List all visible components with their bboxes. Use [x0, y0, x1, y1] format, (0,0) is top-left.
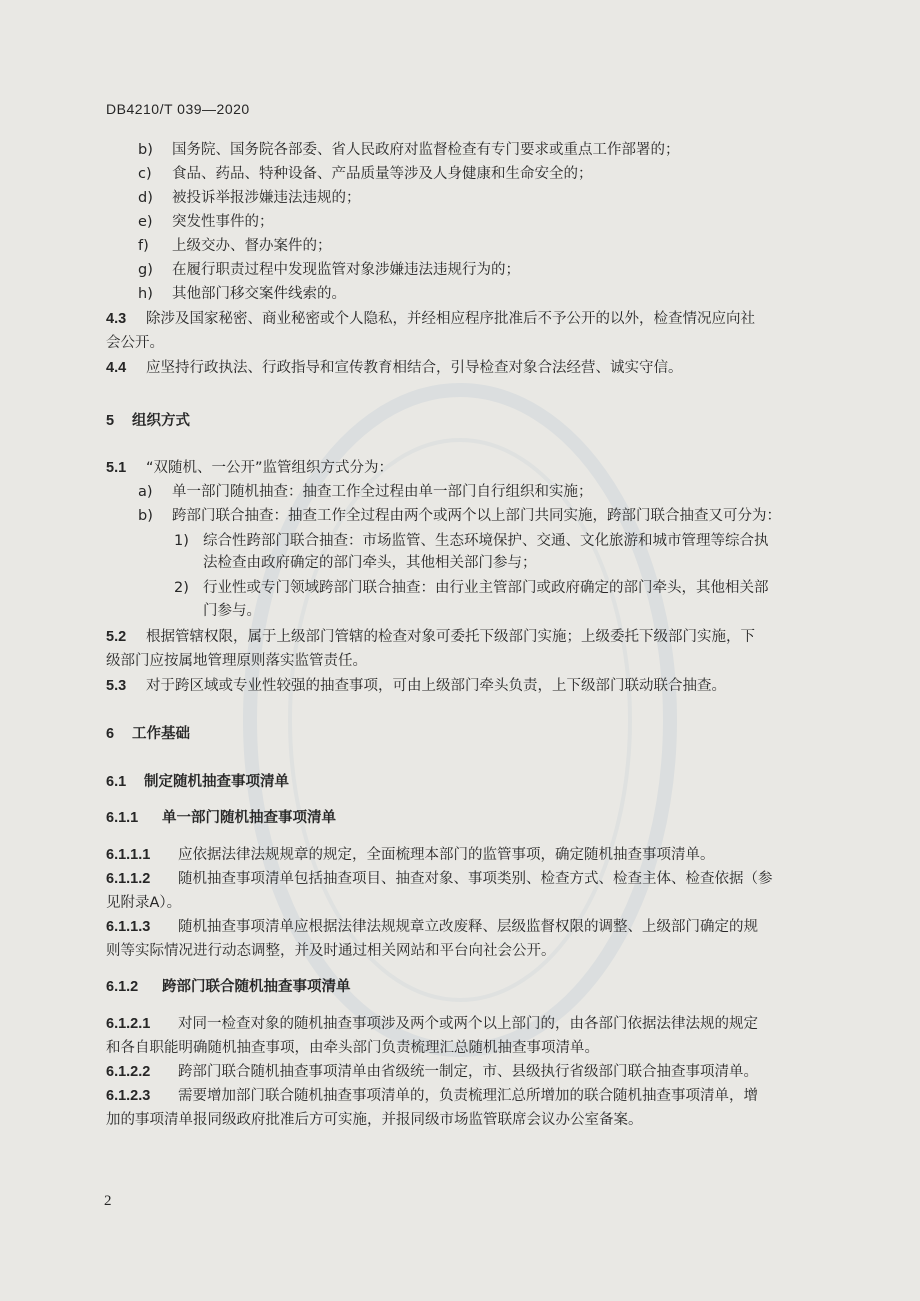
list-item — [138, 140, 680, 160]
clause-text-continued: 则等实际情况进行动态调整，并及时通过相关网站和平台向社会公开。 — [106, 943, 556, 959]
list-text: 被投诉举报涉嫌违法违规的； — [172, 190, 361, 206]
clause-5-3 — [106, 676, 726, 696]
clause-text: 随机抽查事项清单应根据法律法规规章立改废释、层级监督权限的调整、上级部门确定的规 — [178, 919, 758, 935]
list-item — [138, 188, 361, 208]
list-marker: e) — [138, 214, 153, 230]
clause-4-4 — [106, 358, 683, 378]
sub-list-text-continued: 门参与。 — [203, 603, 261, 619]
clause-text: 根据管辖权限，属于上级部门管辖的检查对象可委托下级部门实施；上级委托下级部门实施，下 — [146, 629, 755, 645]
document-code: DB4210/T 039—2020 — [106, 101, 250, 117]
sub-list-text: 行业性或专门领域跨部门联合抽查：由行业主管部门或政府确定的部门牵头，其他相关部 — [203, 580, 769, 596]
list-marker: h) — [138, 286, 153, 302]
list-marker: g) — [138, 262, 153, 278]
clause-number: 6.1.1 — [106, 810, 139, 826]
list-text: 上级交办、督办案件的； — [172, 238, 332, 254]
section-title: 工作基础 — [132, 726, 190, 742]
clause-number: 6.1.2 — [106, 979, 139, 995]
sub-list-item — [174, 531, 769, 551]
clause-text: 随机抽查事项清单包括抽查项目、抽查对象、事项类别、检查方式、检查主体、检查依据（参 — [178, 871, 773, 887]
list-item — [138, 482, 593, 502]
sub-list-text-continued: 法检查由政府确定的部门牵头，其他相关部门参与； — [203, 555, 537, 571]
clause-number: 6.1.1.3 — [106, 919, 151, 935]
list-marker: d) — [138, 190, 153, 206]
clause-text: 跨部门联合随机抽查事项清单由省级统一制定，市、县级执行省级部门联合抽查事项清单。 — [178, 1064, 758, 1080]
clause-text: 除涉及国家秘密、商业秘密或个人隐私，并经相应程序批准后不予公开的以外，检查情况应向社 — [146, 311, 755, 327]
clause-4-3 — [106, 309, 755, 329]
subsection-title: 单一部门随机抽查事项清单 — [162, 810, 336, 826]
clause-number: 4.3 — [106, 311, 127, 327]
section-number: 5 — [106, 413, 115, 429]
clause-text: 应坚持行政执法、行政指导和宣传教育相结合，引导检查对象合法经营、诚实守信。 — [146, 360, 683, 376]
subsection-heading-6-1-2 — [106, 977, 351, 997]
list-item — [138, 236, 332, 256]
list-marker: f) — [138, 238, 149, 254]
clause-number: 6.1.1.1 — [106, 847, 151, 863]
sub-list-text: 综合性跨部门联合抽查：市场监管、生态环境保护、交通、文化旅游和城市管理等综合执 — [203, 533, 769, 549]
clause-6-1-2-2 — [106, 1062, 758, 1082]
subsection-title: 制定随机抽查事项清单 — [144, 774, 289, 790]
sub-list-marker: 2) — [174, 580, 189, 596]
clause-number: 6.1.2.3 — [106, 1088, 151, 1104]
section-title: 组织方式 — [132, 413, 190, 429]
watermark-seal — [210, 320, 710, 1160]
clause-5-2 — [106, 627, 755, 647]
clause-text: 应依据法律法规规章的规定，全面梳理本部门的监管事项，确定随机抽查事项清单。 — [178, 847, 715, 863]
clause-text-continued: 会公开。 — [106, 335, 164, 351]
section-number: 6 — [106, 726, 115, 742]
clause-text-continued: 和各自职能明确随机抽查事项，由牵头部门负责梳理汇总随机抽查事项清单。 — [106, 1040, 599, 1056]
clause-number: 6.1.2.2 — [106, 1064, 151, 1080]
clause-number: 6.1.2.1 — [106, 1016, 151, 1032]
clause-5-1 — [106, 458, 394, 478]
section-heading-5 — [106, 411, 190, 431]
list-item — [138, 506, 781, 526]
clause-text: 对同一检查对象的随机抽查事项涉及两个或两个以上部门的，由各部门依据法律法规的规定 — [178, 1016, 758, 1032]
clause-text-continued: 见附录A）。 — [106, 895, 182, 911]
list-text: 单一部门随机抽查：抽查工作全过程由单一部门自行组织和实施； — [172, 484, 593, 500]
list-text: 在履行职责过程中发现监管对象涉嫌违法违规行为的； — [172, 262, 520, 278]
list-text: 其他部门移交案件线索的。 — [172, 286, 346, 302]
clause-6-1-2-3 — [106, 1086, 758, 1106]
list-text: 跨部门联合抽查：抽查工作全过程由两个或两个以上部门共同实施，跨部门联合抽查又可分为： — [172, 508, 781, 524]
clause-number: 4.4 — [106, 360, 127, 376]
clause-text-continued: 级部门应按属地管理原则落实监管责任。 — [106, 653, 367, 669]
clause-number: 6.1.1.2 — [106, 871, 151, 887]
list-item — [138, 260, 520, 280]
list-item — [138, 212, 274, 232]
subsection-title: 跨部门联合随机抽查事项清单 — [162, 979, 351, 995]
clause-text: 需要增加部门联合随机抽查事项清单的，负责梳理汇总所增加的联合随机抽查事项清单，增 — [178, 1088, 758, 1104]
clause-number: 6.1 — [106, 774, 127, 790]
subsection-heading-6-1 — [106, 772, 289, 792]
clause-6-1-1-3 — [106, 917, 758, 937]
list-marker: b) — [138, 508, 153, 524]
clause-text: 对于跨区域或专业性较强的抽查事项，可由上级部门牵头负责，上下级部门联动联合抽查。 — [146, 678, 726, 694]
clause-6-1-1-2 — [106, 869, 773, 889]
list-item — [138, 164, 593, 184]
list-item — [138, 284, 346, 304]
subsection-heading-6-1-1 — [106, 808, 336, 828]
list-text: 国务院、国务院各部委、省人民政府对监督检查有专门要求或重点工作部署的； — [172, 142, 680, 158]
sub-list-item — [174, 578, 769, 598]
list-marker: b) — [138, 142, 153, 158]
clause-6-1-2-1 — [106, 1014, 758, 1034]
clause-number: 5.2 — [106, 629, 127, 645]
list-marker: c) — [138, 166, 152, 182]
clause-6-1-1-1 — [106, 845, 715, 865]
clause-text-continued: 加的事项清单报同级政府批准后方可实施，并报同级市场监管联席会议办公室备案。 — [106, 1112, 643, 1128]
list-text: 突发性事件的； — [172, 214, 274, 230]
list-marker: a) — [138, 484, 153, 500]
section-heading-6 — [106, 724, 190, 744]
list-text: 食品、药品、特种设备、产品质量等涉及人身健康和生命安全的； — [172, 166, 593, 182]
clause-number: 5.1 — [106, 460, 127, 476]
clause-text: “双随机、一公开”监管组织方式分为： — [146, 460, 394, 476]
sub-list-marker: 1) — [174, 533, 189, 549]
clause-number: 5.3 — [106, 678, 127, 694]
page-number: 2 — [104, 1193, 112, 1209]
